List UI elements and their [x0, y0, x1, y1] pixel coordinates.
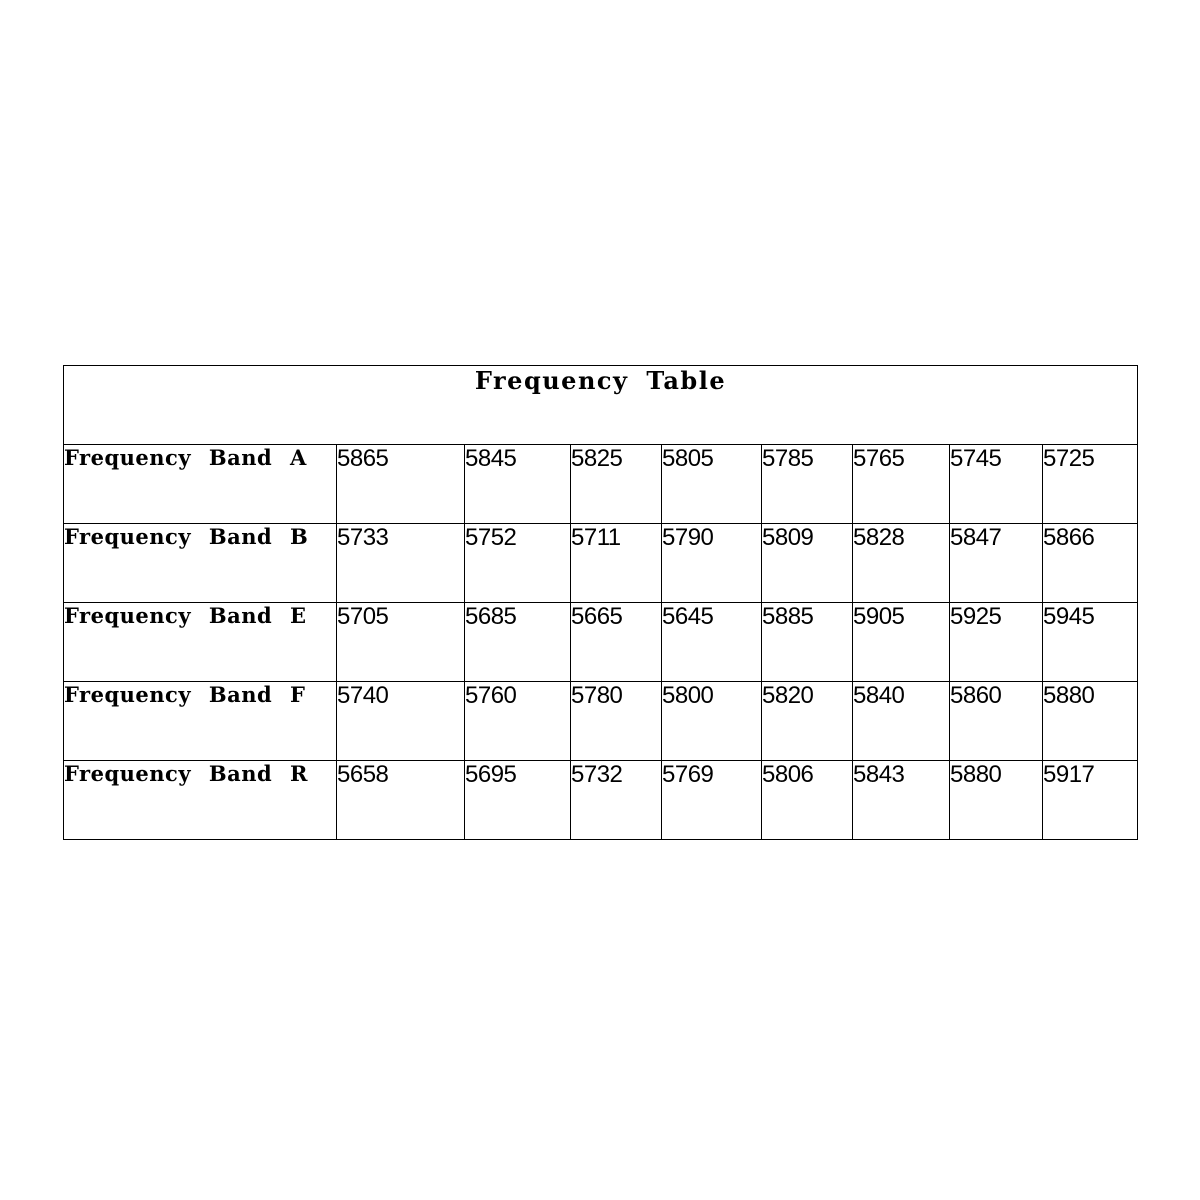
- frequency-cell: 5806: [762, 761, 853, 840]
- frequency-cell: 5925: [950, 603, 1043, 682]
- frequency-cell: 5760: [465, 682, 571, 761]
- band-label: Frequency Band B: [64, 524, 337, 603]
- table-row-band-a: [64, 445, 1138, 524]
- band-label: Frequency Band R: [64, 761, 337, 840]
- frequency-cell: 5820: [762, 682, 853, 761]
- frequency-cell: 5711: [571, 524, 662, 603]
- frequency-cell: 5800: [662, 682, 762, 761]
- frequency-cell: 5665: [571, 603, 662, 682]
- band-label: Frequency Band F: [64, 682, 337, 761]
- frequency-cell: 5840: [853, 682, 950, 761]
- frequency-cell: 5809: [762, 524, 853, 603]
- frequency-cell: 5732: [571, 761, 662, 840]
- frequency-cell: 5880: [1043, 682, 1138, 761]
- frequency-cell: 5790: [662, 524, 762, 603]
- frequency-cell: 5705: [337, 603, 465, 682]
- frequency-cell: 5645: [662, 603, 762, 682]
- frequency-cell: 5843: [853, 761, 950, 840]
- frequency-cell: 5845: [465, 445, 571, 524]
- frequency-table: [63, 365, 1138, 840]
- frequency-cell: 5880: [950, 761, 1043, 840]
- frequency-cell: 5945: [1043, 603, 1138, 682]
- table-row-band-r: [64, 761, 1138, 840]
- frequency-cell: 5805: [662, 445, 762, 524]
- frequency-cell: 5825: [571, 445, 662, 524]
- frequency-cell: 5860: [950, 682, 1043, 761]
- frequency-cell: 5765: [853, 445, 950, 524]
- table-row-band-e: [64, 603, 1138, 682]
- frequency-cell: 5917: [1043, 761, 1138, 840]
- frequency-cell: 5658: [337, 761, 465, 840]
- frequency-cell: 5769: [662, 761, 762, 840]
- frequency-cell: 5780: [571, 682, 662, 761]
- table-row-band-f: [64, 682, 1138, 761]
- frequency-cell: 5785: [762, 445, 853, 524]
- frequency-cell: 5685: [465, 603, 571, 682]
- frequency-cell: 5847: [950, 524, 1043, 603]
- band-label: Frequency Band E: [64, 603, 337, 682]
- table-title: Frequency Table: [64, 366, 1138, 445]
- table-row-band-b: [64, 524, 1138, 603]
- band-label: Frequency Band A: [64, 445, 337, 524]
- frequency-cell: 5695: [465, 761, 571, 840]
- frequency-cell: 5885: [762, 603, 853, 682]
- frequency-cell: 5905: [853, 603, 950, 682]
- frequency-cell: 5725: [1043, 445, 1138, 524]
- frequency-cell: 5745: [950, 445, 1043, 524]
- frequency-cell: 5740: [337, 682, 465, 761]
- frequency-cell: 5752: [465, 524, 571, 603]
- frequency-cell: 5866: [1043, 524, 1138, 603]
- frequency-cell: 5733: [337, 524, 465, 603]
- frequency-cell: 5828: [853, 524, 950, 603]
- frequency-cell: 5865: [337, 445, 465, 524]
